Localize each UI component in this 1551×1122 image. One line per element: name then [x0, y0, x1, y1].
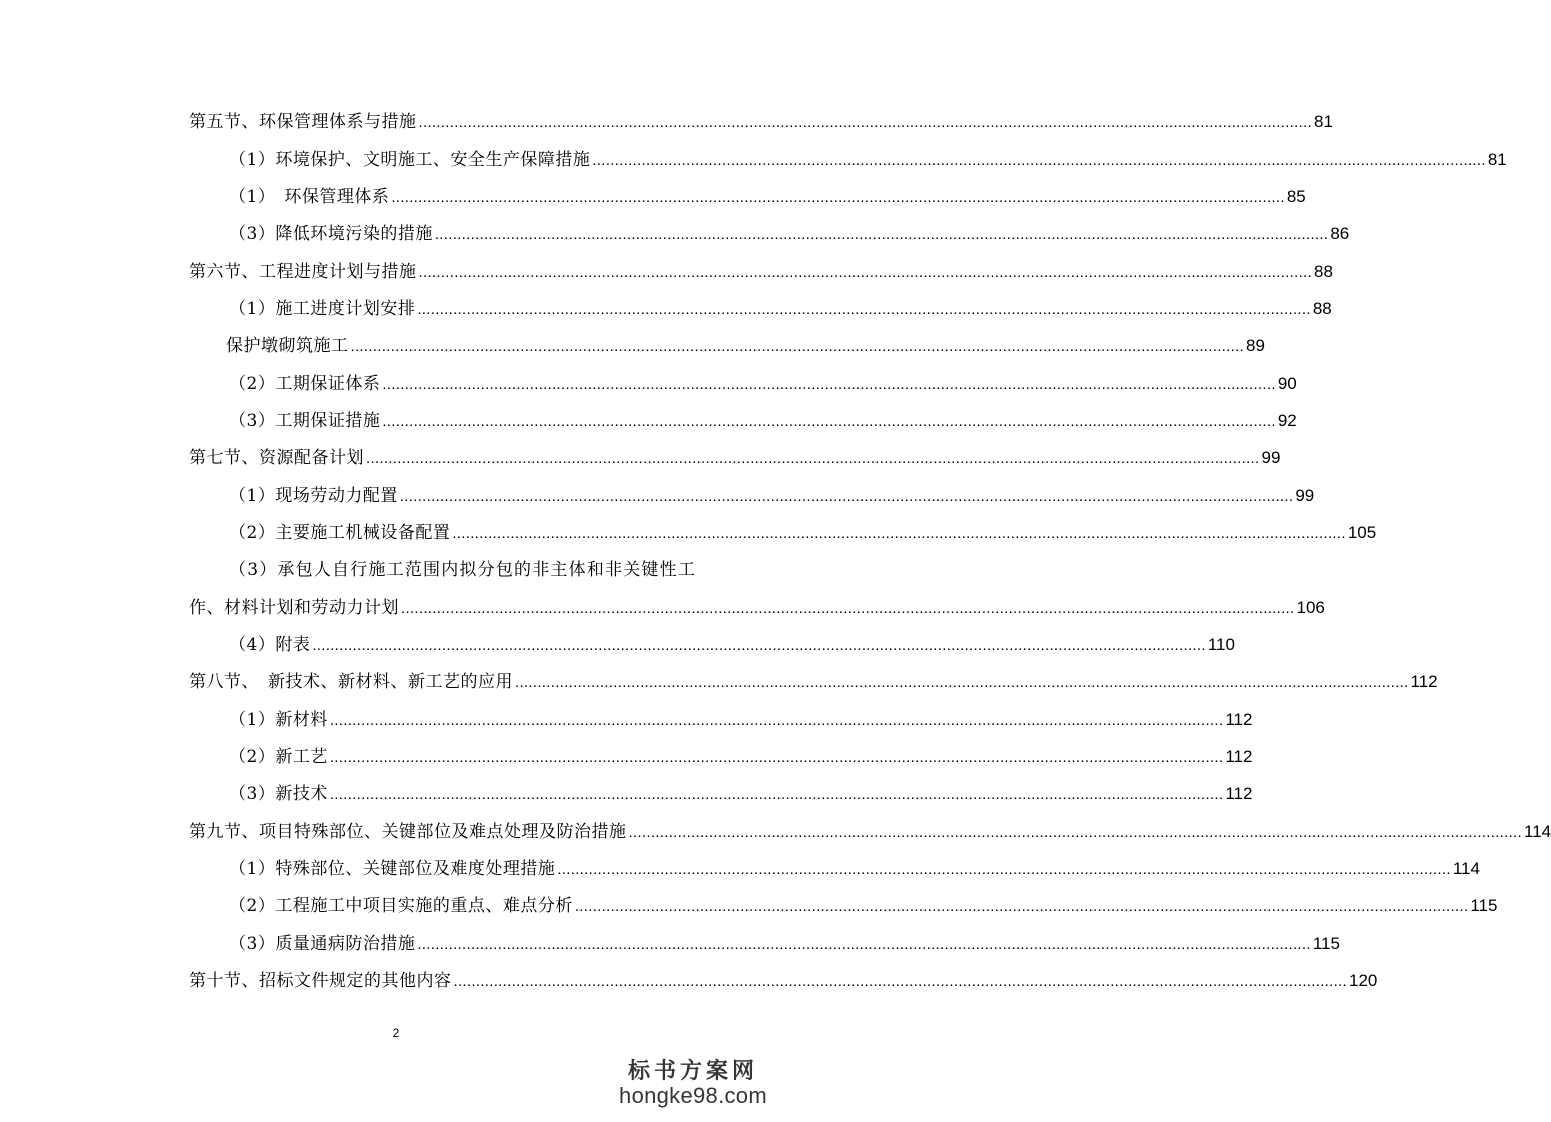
toc-dot-leader: ........................................................................................................................................................................................................: [418, 114, 1312, 131]
toc-entry[interactable]: [229, 142, 1507, 170]
toc-entry[interactable]: [229, 851, 1480, 879]
toc-dot-leader: ........................................................................................................................................................................................................: [391, 189, 1285, 206]
toc-entry-title: （3）降低环境污染的措施: [229, 224, 433, 244]
toc-entry-title: 第八节、 新技术、新材料、新工艺的应用: [189, 672, 513, 692]
toc-dot-leader: ........................................................................................................................................................................................................: [366, 450, 1260, 467]
toc-entry-title: 保护墩砌筑施工: [226, 336, 349, 356]
toc-dot-leader: ........................................................................................................................................................................................................: [417, 301, 1311, 318]
toc-dot-leader: ........................................................................................................................................................................................................: [401, 600, 1295, 617]
page-number: 2: [392, 1026, 400, 1040]
toc-dot-leader: ........................................................................................................................................................................................................: [417, 936, 1311, 953]
toc-entry-title: （2）工期保证体系: [229, 374, 381, 394]
toc-entry[interactable]: [189, 254, 1333, 282]
toc-entry[interactable]: [229, 403, 1297, 431]
toc-entry[interactable]: [226, 328, 1265, 356]
toc-dot-leader: ........................................................................................................................................................................................................: [574, 898, 1469, 915]
toc-entry-page: 115: [1312, 934, 1340, 953]
toc-dot-leader: ........................................................................................................................................................................................................: [329, 712, 1224, 729]
toc-entry-page: 114: [1524, 822, 1551, 841]
toc-entry-title: 作、材料计划和劳动力计划: [189, 598, 399, 618]
toc-entry-title: 第十节、招标文件规定的其他内容: [189, 971, 452, 991]
toc-entry-page: 120: [1349, 971, 1378, 990]
toc-dot-leader: ........................................................................................................................................................................................................: [628, 824, 1522, 841]
toc-entry-title: （4）附表: [229, 635, 311, 655]
toc-entry-title: （1）新材料: [229, 710, 328, 730]
toc-entry[interactable]: [229, 179, 1306, 207]
toc-entry-title: （3）承包人自行施工范围内拟分包的非主体和非关键性工: [229, 560, 697, 580]
toc-entry-title: 第六节、工程进度计划与措施: [189, 262, 417, 282]
watermark-url: hongke98.com: [619, 1083, 767, 1108]
toc-entry-page: 88: [1314, 262, 1333, 281]
toc-dot-leader: ........................................................................................................................................................................................................: [312, 637, 1206, 654]
toc-entry-title: （3）质量通病防治措施: [229, 934, 416, 954]
toc-entry-title: （1）环境保护、文明施工、安全生产保障措施: [229, 150, 591, 170]
toc-dot-leader: ........................................................................................................................................................................................................: [329, 786, 1224, 803]
toc-entry-page: 112: [1225, 747, 1253, 766]
toc-entry-page: 88: [1312, 299, 1332, 318]
watermark-site-name: 标书方案网: [627, 1058, 758, 1084]
toc-entry-title: （1）特殊部位、关键部位及难度处理措施: [229, 859, 556, 879]
toc-entry-title: （2）新工艺: [229, 747, 328, 767]
toc-entry-page: 85: [1286, 187, 1306, 206]
toc-entry[interactable]: [189, 440, 1281, 468]
toc-entry-page: 110: [1207, 635, 1235, 654]
toc-entry[interactable]: [189, 664, 1438, 692]
toc-entry-page: 112: [1410, 672, 1438, 691]
toc-dot-leader: ........................................................................................................................................................................................................: [515, 674, 1409, 691]
toc-entry-title: 第九节、项目特殊部位、关键部位及难点处理及防治措施: [189, 822, 627, 842]
toc-entry[interactable]: [229, 291, 1332, 319]
toc-entry[interactable]: [229, 515, 1377, 543]
toc-entry[interactable]: [189, 590, 1325, 618]
toc-entry-page: 106: [1296, 598, 1325, 617]
toc-entry-page: 114: [1452, 859, 1480, 878]
toc-dot-leader: ........................................................................................................................................................................................................: [382, 413, 1276, 430]
toc-entry[interactable]: [229, 216, 1350, 244]
toc-entry[interactable]: [229, 627, 1235, 655]
toc-entry-title: （1） 环保管理体系: [229, 187, 390, 207]
toc-entry-page: 90: [1277, 374, 1297, 393]
toc-entry[interactable]: [189, 963, 1378, 991]
toc-dot-leader: ........................................................................................................................................................................................................: [382, 376, 1276, 393]
toc-entry-title: （3）工期保证措施: [229, 411, 381, 431]
toc-entry[interactable]: [189, 104, 1333, 132]
toc-dot-leader: ........................................................................................................................................................................................................: [434, 226, 1329, 243]
toc-entry-page: 89: [1246, 336, 1265, 355]
toc-entry-title: （1）现场劳动力配置: [229, 486, 398, 506]
toc-entry-title: 第五节、环保管理体系与措施: [189, 112, 417, 132]
toc-entry-page: 92: [1277, 411, 1297, 430]
toc-dot-leader: ........................................................................................................................................................................................................: [329, 749, 1224, 766]
toc-entry-title: （2）工程施工中项目实施的重点、难点分析: [229, 896, 573, 916]
toc-dot-leader: ........................................................................................................................................................................................................: [418, 264, 1312, 281]
toc-dot-leader: ........................................................................................................................................................................................................: [592, 152, 1486, 169]
toc-entry-page: 81: [1314, 112, 1333, 131]
toc-entry-page: 86: [1330, 224, 1350, 243]
toc-entry-title: （2）主要施工机械设备配置: [229, 523, 451, 543]
toc-entry-page: 105: [1347, 523, 1377, 542]
toc-entry[interactable]: [229, 366, 1297, 394]
toc-entry-page: 99: [1261, 448, 1281, 467]
toc-entry-title: 第七节、资源配备计划: [189, 448, 364, 468]
toc-entry[interactable]: [229, 739, 1253, 767]
toc-dot-leader: ........................................................................................................................................................................................................: [557, 861, 1451, 878]
toc-entry-page: 99: [1295, 486, 1315, 505]
toc-entry[interactable]: [229, 702, 1253, 730]
toc-dot-leader: ........................................................................................................................................................................................................: [452, 525, 1346, 542]
toc-entry-page: 112: [1225, 784, 1253, 803]
toc-entry[interactable]: [229, 888, 1498, 916]
toc-entry-page: 81: [1487, 150, 1507, 169]
toc-entry[interactable]: [229, 776, 1253, 804]
watermark-logo: [607, 1058, 779, 1108]
toc-entry-page: 115: [1470, 896, 1498, 915]
toc-dot-leader: ........................................................................................................................................................................................................: [350, 338, 1244, 355]
toc-entry-page: 112: [1225, 710, 1253, 729]
toc-dot-leader: ........................................................................................................................................................................................................: [399, 488, 1294, 505]
toc-dot-leader: ........................................................................................................................................................................................................: [453, 973, 1347, 990]
toc-entry[interactable]: [229, 926, 1340, 954]
toc-entry[interactable]: [229, 552, 697, 580]
toc-entry-title: （3）新技术: [229, 784, 328, 804]
toc-entry[interactable]: [189, 814, 1551, 842]
toc-entry[interactable]: [229, 478, 1315, 506]
toc-entry-title: （1）施工进度计划安排: [229, 299, 416, 319]
